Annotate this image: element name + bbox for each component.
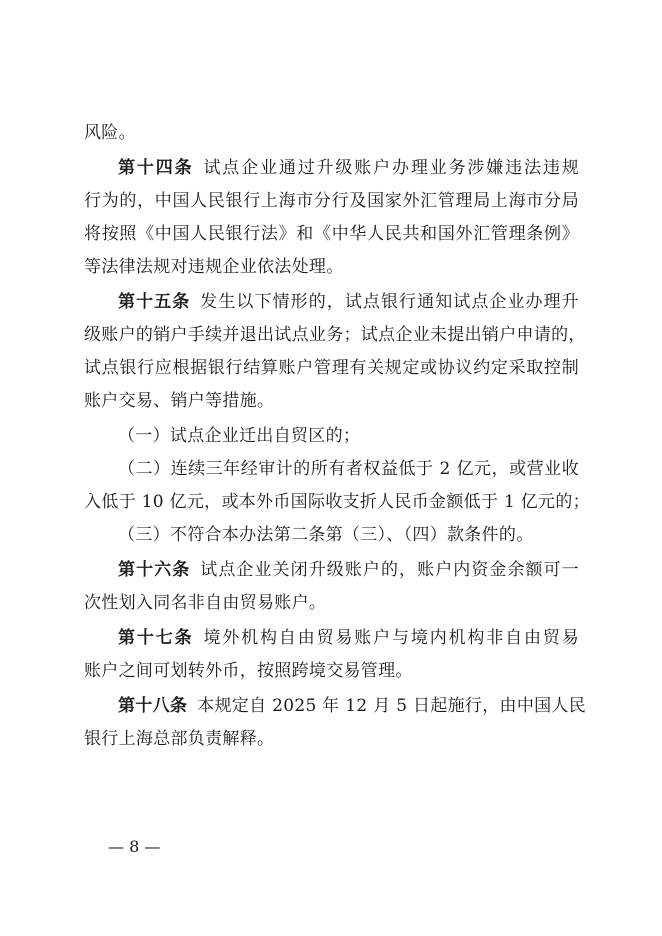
article-15-item-3: （三）不符合本办法第二条第（三）、（四）款条件的。 <box>118 525 534 545</box>
article-15-line-4: 账户交易、销户等措施。 <box>84 391 275 411</box>
article-15-line-1 <box>118 290 579 314</box>
article-14-line-3: 将按照《中国人民银行法》和《中华人民共和国外汇管理条例》 <box>84 224 579 244</box>
paragraph-continuation <box>84 121 579 145</box>
article-15-line-3: 试点银行应根据银行结算账户管理有关规定或协议约定采取控制 <box>84 358 579 378</box>
article-16-text: 试点企业关闭升级账户的，账户内资金余额可一 <box>200 560 579 580</box>
article-17-label: 第十七条 <box>118 628 194 648</box>
article-18-line-2: 银行上海总部负责解释。 <box>84 729 275 749</box>
article-16-line-2: 次性划入同名非自由贸易账户。 <box>84 593 327 613</box>
article-14-text: 试点企业通过升级账户办理业务涉嫌违法违规 <box>203 158 580 178</box>
article-18-line-1 <box>118 694 587 718</box>
article-14-label: 第十四条 <box>118 158 194 178</box>
article-15-item-1: （一）试点企业迁出自贸区的； <box>118 426 361 446</box>
page-number: — 8 — <box>108 837 161 856</box>
article-18-label: 第十八条 <box>118 696 188 716</box>
article-14-line-1 <box>118 156 579 180</box>
article-15-item-2-line-2: 入低于 10 亿元，或本外币国际收支折人民币金额低于 1 亿元的； <box>84 492 590 512</box>
article-17-line-2: 账户之间可划转外币，按照跨境交易管理。 <box>84 661 413 681</box>
article-14-line-4: 等法律法规对违规企业依法处理。 <box>84 257 344 277</box>
article-17-text: 境外机构自由贸易账户与境内机构非自由贸易 <box>203 628 580 648</box>
article-15-line-2: 级账户的销户手续并退出试点业务；试点企业未提出销户申请的， <box>84 325 586 345</box>
article-17-line-1 <box>118 626 579 650</box>
article-14-line-2: 行为的，中国人民银行上海市分行及国家外汇管理局上海市分局 <box>84 191 579 211</box>
paragraph-text: 风险。 <box>84 123 136 143</box>
article-15-text: 发生以下情形的，试点银行通知试点企业办理升 <box>200 292 579 312</box>
article-16-line-1 <box>118 558 579 582</box>
article-15-item-2-line-1: （二）连续三年经审计的所有者权益低于 2 亿元，或营业收 <box>118 459 579 479</box>
article-15-label: 第十五条 <box>118 292 191 312</box>
article-18-text: 本规定自 2025 年 12 月 5 日起施行，由中国人民 <box>197 696 587 716</box>
article-16-label: 第十六条 <box>118 560 191 580</box>
